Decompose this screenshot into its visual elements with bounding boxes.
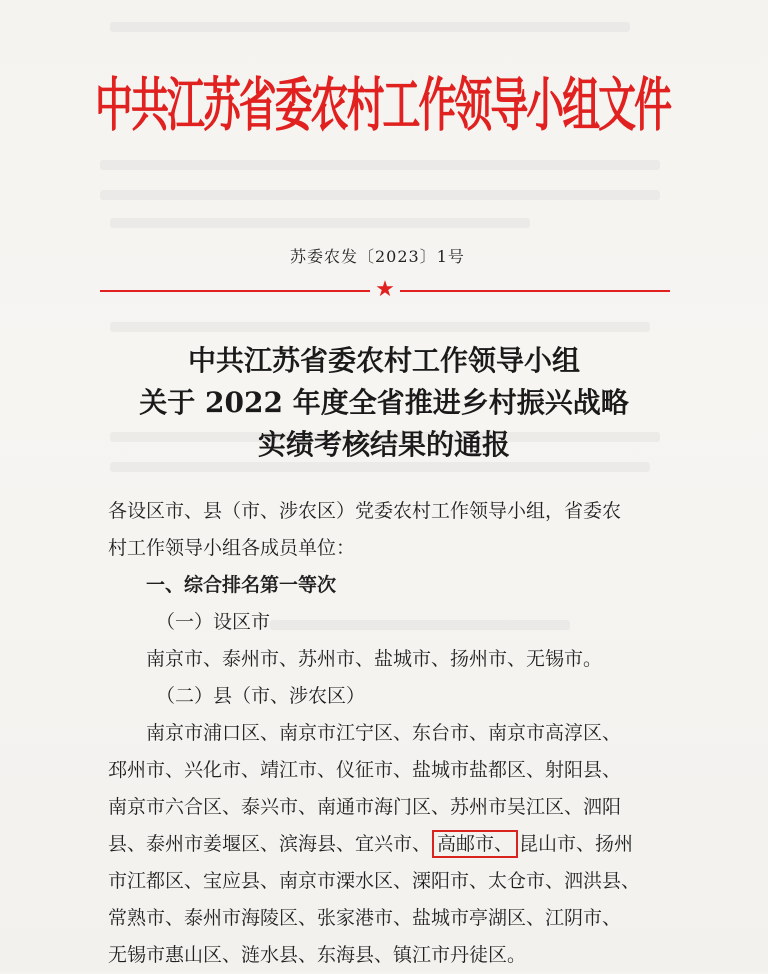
notice-title-line: 中共江苏省委农村工作领导小组: [187, 344, 580, 377]
show-through-mark: [110, 218, 530, 228]
section-heading: 一、综合排名第一等次: [146, 574, 337, 596]
subsection-heading: （一）设区市: [156, 611, 271, 633]
red-divider-right: [400, 290, 670, 292]
subsection-heading: （二）县（市、涉农区）: [156, 685, 366, 707]
salutation-line: 村工作领导小组各成员单位：: [108, 537, 356, 559]
county-list-line: 邳州市、兴化市、靖江市、仪征市、盐城市盐都区、射阳县、: [108, 759, 622, 781]
notice-title-line: 关于 2022 年度全省推进乡村振兴战略: [139, 386, 629, 419]
notice-body: [108, 493, 668, 974]
highlighted-county: 高邮市、: [432, 830, 518, 858]
county-list-text: 县、泰州市姜堰区、滨海县、宜兴市、: [108, 833, 432, 855]
show-through-mark: [100, 160, 660, 170]
county-list-line: 常熟市、泰州市海陵区、张家港市、盐城市亭湖区、江阴市、: [108, 907, 622, 929]
show-through-mark: [110, 322, 650, 332]
red-star-icon: ★: [375, 277, 395, 302]
red-divider-left: [100, 290, 370, 292]
county-list-line: 南京市浦口区、南京市江宁区、东台市、南京市高淳区、: [146, 722, 622, 744]
city-list: 南京市、泰州市、苏州市、盐城市、扬州市、无锡市。: [146, 648, 603, 670]
county-list-line: 无锡市惠山区、涟水县、东海县、镇江市丹徒区。: [108, 944, 527, 966]
notice-title: [100, 340, 668, 466]
county-list-line: 市江都区、宝应县、南京市溧水区、溧阳市、太仓市、泗洪县、: [108, 870, 641, 892]
county-list-text: 昆山市、扬州: [519, 833, 634, 855]
show-through-mark: [100, 190, 660, 200]
salutation-line: 各设区市、县（市、涉农区）党委农村工作领导小组，省委农: [108, 500, 622, 522]
document-header-title: 中共江苏省委农村工作领导小组文件: [95, 71, 671, 139]
county-list-line: [108, 826, 668, 863]
show-through-mark: [110, 22, 630, 32]
county-list-line: 南京市六合区、泰兴市、南通市海门区、苏州市吴江区、泗阳: [108, 796, 622, 818]
notice-title-line: 实绩考核结果的通报: [257, 428, 510, 461]
document-number: 苏委农发〔2023〕1号: [290, 247, 465, 266]
